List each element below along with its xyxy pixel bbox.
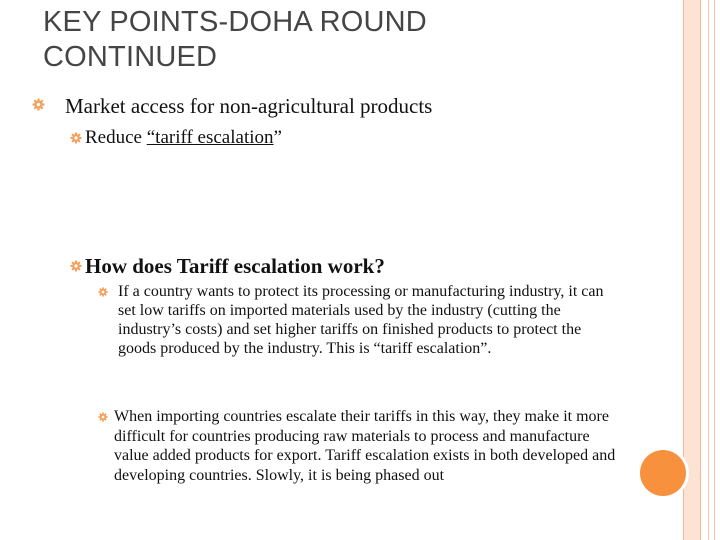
- title-line-2: CONTINUED: [43, 41, 218, 73]
- bullet-text: [85, 127, 282, 149]
- bullet-text-prefix: Reduce: [85, 127, 147, 148]
- rail-line: [683, 0, 684, 540]
- slide-title: [43, 5, 663, 75]
- bullet-effects: [98, 407, 623, 485]
- rail-line: [714, 0, 715, 540]
- gear-bullet-icon: [98, 412, 108, 422]
- title-line-1: KEY POINTS-DOHA ROUND: [43, 6, 427, 38]
- bullet-text-suffix: ”: [273, 127, 282, 148]
- gear-bullet-icon: [32, 98, 45, 111]
- orange-circle-decoration: [640, 450, 686, 496]
- bullet-text: Market access for non-agricultural products: [65, 94, 433, 118]
- rail-line: [708, 0, 709, 540]
- gear-bullet-icon: [70, 260, 82, 272]
- underlined-term: “tariff escalation: [146, 127, 274, 148]
- bullet-market-access: [32, 94, 432, 118]
- bullet-text: If a country wants to protect its processing or manufacturing industry, it can set low tariffs on imported materials used by the industry (cutting the industry’s costs) and set higher tariffs on finished products to protect the goods produced by the industry. This is “tariff escalation”.: [118, 283, 604, 357]
- bullet-explanation: [98, 282, 618, 358]
- side-rail: [684, 0, 700, 540]
- rail-line: [700, 0, 701, 540]
- bullet-how-does-it-work: [70, 253, 385, 279]
- gear-bullet-icon: [98, 287, 108, 297]
- gear-bullet-icon: [70, 132, 82, 144]
- bullet-text: When importing countries escalate their tariffs in this way, they make it more difficult for countries producing raw materials to process and manufacture value added products for export. Tariff escalation exists in both developed and developing countries. Slowly, it is being phased out: [114, 408, 616, 484]
- bullet-text: How does Tariff escalation work?: [85, 254, 385, 278]
- bullet-reduce-tariff-escalation: [70, 127, 282, 149]
